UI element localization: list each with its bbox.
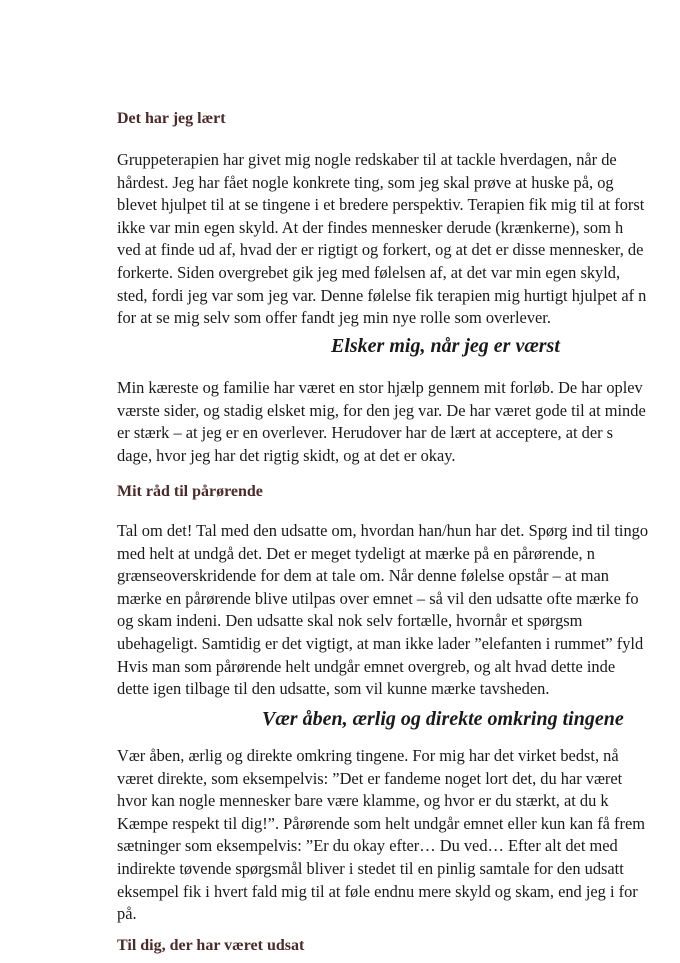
paragraph-line: mærke en pårørende blive utilpas over emnet – så vil den udsatte ofte mærke fo: [117, 588, 639, 608]
paragraph-line: hårdest. Jeg har fået nogle konkrete ting, som jeg skal prøve at huske på, og: [117, 172, 614, 192]
paragraph-line: eksempel fik i hvert fald mig til at føle endnu mere skyld og skam, end jeg i for: [117, 881, 638, 901]
section-heading-advice: Mit råd til pårørende: [117, 483, 263, 500]
paragraph-line: Gruppeterapien har givet mig nogle redskaber til at tackle hverdagen, når de: [117, 150, 617, 169]
section-heading-to-you: Til dig, der har været udsat: [117, 937, 305, 954]
paragraph-line: grænseoverskridende for dem at tale om. Når denne følelse opstår – at man: [117, 566, 610, 586]
pull-quote-be-open: Vær åben, ærlig og direkte omkring tingene: [262, 708, 624, 730]
paragraph-advice: [117, 520, 680, 701]
paragraph-line: dage, hvor jeg har det rigtig skidt, og at det er okay.: [117, 445, 456, 465]
paragraph-line: Tal om det! Tal med den udsatte om, hvordan han/hun har det. Spørg ind til tingo: [117, 521, 649, 540]
paragraph-line: sætninger som eksempelvis: ”Er du okay efter… Du ved… Efter alt det med: [117, 836, 618, 856]
paragraph-line: på.: [117, 904, 137, 924]
pull-quote-love-me: Elsker mig, når jeg er værst: [331, 335, 560, 357]
paragraph-line: ikke var min egen skyld. At der findes mennesker derude (krænkerne), som h: [117, 217, 624, 237]
paragraph-line: dette igen tilbage til den udsatte, som vil kunne mærke tavsheden.: [117, 679, 550, 699]
paragraph-line: er stærk – at jeg er en overlever. Herudover har de lært at acceptere, at der s: [117, 423, 614, 443]
section-heading-learned: Det har jeg lært: [117, 110, 226, 127]
paragraph-line: Vær åben, ærlig og direkte omkring tingene. For mig har det virket bedst, nå: [117, 746, 619, 765]
paragraph-line: forkerte. Siden overgrebet gik jeg med følelsen af, at det var min egen skyld,: [117, 262, 621, 282]
paragraph-line: og skam indeni. Den udsatte skal nok selv fortælle, hvornår et spørgsm: [117, 611, 583, 631]
paragraph-line: ved at finde ud af, hvad der er rigtigt og forkert, og at det er disse mennesker, de: [117, 240, 644, 260]
paragraph-line: været direkte, som eksempelvis: ”Det er fandeme noget lort det, du har været: [117, 768, 623, 788]
paragraph-partner-family: [117, 377, 680, 467]
paragraph-line: sted, fordi jeg var som jeg var. Denne følelse fik terapien mig hurtigt hjulpet af n: [117, 285, 647, 305]
paragraph-line: indirekte tøvende spørgsmål bliver i stedet til en pinlig samtale for den udsatt: [117, 858, 624, 878]
paragraph-line: blevet hjulpet til at se tingene i et bredere perspektiv. Terapien fik mig til at forst: [117, 195, 645, 215]
paragraph-line: ubehageligt. Samtidig er det vigtigt, at man ikke lader ”elefanten i rummet” fyld: [117, 633, 644, 653]
paragraph-line: Kæmpe respekt til dig!”. Pårørende som helt undgår emnet eller kun kan få frem: [117, 813, 645, 833]
paragraph-line: Hvis man som pårørende helt undgår emnet overgreb, og alt hvad dette inde: [117, 656, 616, 676]
paragraph-line: hvor kan nogle mennesker bare være klamme, og hvor er du stærkt, at du k: [117, 791, 609, 811]
paragraph-line: med helt at undgå det. Det er meget tydeligt at mærke på en pårørende, n: [117, 543, 595, 563]
paragraph-line: værste sider, og stadig elsket mig, for den jeg var. De har været gode til at minde: [117, 400, 646, 420]
paragraph-be-open: [117, 745, 680, 926]
paragraph-line: Min kæreste og familie har været en stor hjælp gennem mit forløb. De har oplev: [117, 378, 643, 397]
paragraph-line: for at se mig selv som offer fandt jeg min nye rolle som overlever.: [117, 308, 551, 328]
paragraph-group-therapy: [117, 149, 680, 330]
